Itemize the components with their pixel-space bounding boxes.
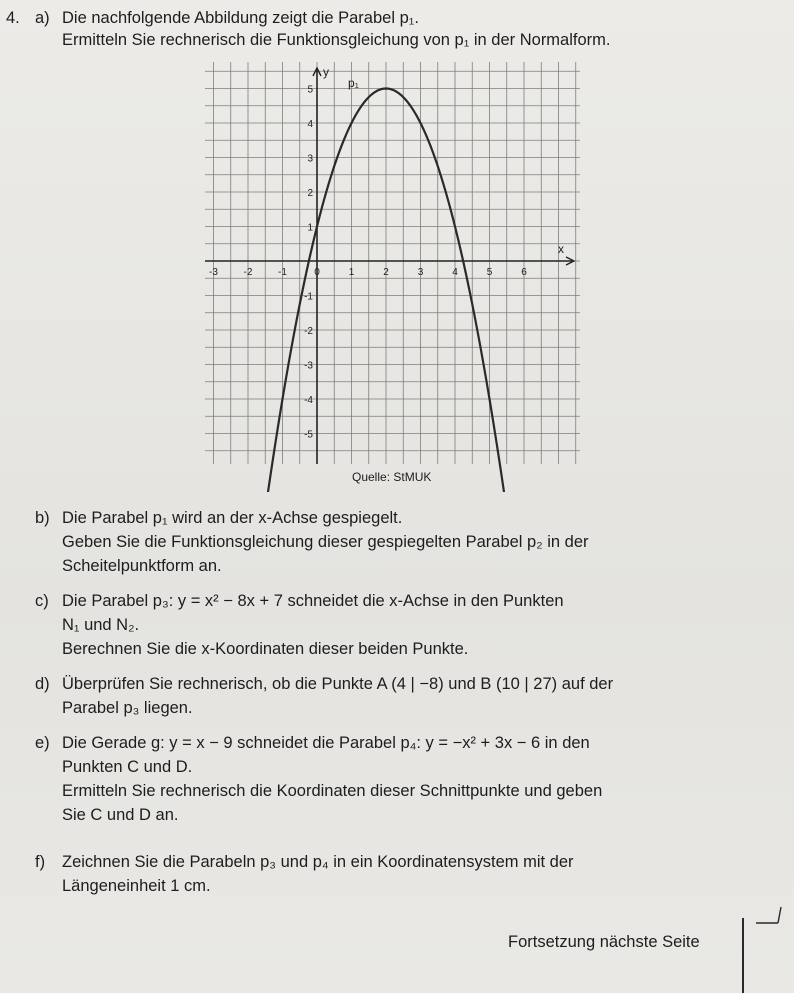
task-f-label: f) <box>35 853 46 871</box>
task-b-text-1: Die Parabel p₁ wird an der x-Achse gespiegelt. <box>62 509 403 527</box>
axes <box>205 68 574 464</box>
page-edge-line <box>742 918 744 993</box>
task-f-text-2: Längeneinheit 1 cm. <box>62 877 211 895</box>
task-b-text-3: Scheitelpunktform an. <box>62 557 222 575</box>
x-tick-label: -1 <box>278 267 287 278</box>
continuation-note: Fortsetzung nächste Seite <box>508 933 700 951</box>
task-c-text-1: Die Parabel p₃: y = x² − 8x + 7 schneidet die x-Achse in den Punkten <box>62 592 564 610</box>
task-d-text-1: Überprüfen Sie rechnerisch, ob die Punkte A (4 | −8) und B (10 | 27) auf der <box>62 675 614 693</box>
task-b-text-2: Geben Sie die Funktionsgleichung dieser gespiegelten Parabel p₂ in der <box>62 533 589 551</box>
parabola-chart <box>200 52 590 492</box>
x-tick-label: 4 <box>452 267 458 278</box>
y-tick-label: -2 <box>304 326 313 337</box>
y-tick-label: 3 <box>307 153 313 165</box>
x-tick-label: 6 <box>521 267 527 278</box>
task-b-label: b) <box>35 509 50 527</box>
curve-label-p1: p₁ <box>348 75 359 90</box>
x-tick-label: 2 <box>383 267 389 278</box>
y-tick-label: -3 <box>304 360 313 372</box>
y-tick-label: 5 <box>307 84 313 96</box>
task-e-text-1: Die Gerade g: y = x − 9 schneidet die Parabel p₄: y = −x² + 3x − 6 in den <box>62 734 590 752</box>
y-tick-label: 1 <box>307 222 313 234</box>
task-c-text-3: Berechnen Sie die x-Koordinaten dieser beiden Punkte. <box>62 640 469 658</box>
y-axis-label: y <box>323 65 329 79</box>
task-a-label: a) <box>35 9 50 27</box>
grid <box>205 62 580 464</box>
task-f-text-1: Zeichnen Sie die Parabeln p₃ und p₄ in ein Koordinatensystem mit der <box>62 853 574 871</box>
y-tick-label: -4 <box>304 395 313 406</box>
x-tick-label: -3 <box>209 267 218 278</box>
chart-source: Quelle: StMUK <box>352 470 432 484</box>
task-e-text-2: Punkten C und D. <box>62 758 193 776</box>
task-c-text-2: N₁ und N₂. <box>62 616 140 634</box>
task-c-label: c) <box>35 592 49 610</box>
x-tick-label: -2 <box>243 267 253 278</box>
x-tick-label: 1 <box>348 267 355 278</box>
task-d-label: d) <box>35 675 50 693</box>
task-number: 4. <box>6 9 20 27</box>
x-axis-label: x <box>558 242 564 256</box>
y-tick-label: -1 <box>304 291 313 303</box>
task-d-text-2: Parabel p₃ liegen. <box>62 699 193 717</box>
y-tick-label: 4 <box>307 119 313 130</box>
task-a-text-1: Die nachfolgende Abbildung zeigt die Parabel p₁. <box>62 9 419 27</box>
page-corner-mark <box>756 904 786 924</box>
y-tick-label: -5 <box>304 429 313 441</box>
x-tick-label: 5 <box>486 267 493 278</box>
task-e-label: e) <box>35 734 50 752</box>
tick-labels <box>209 85 527 441</box>
task-a-text-2: Ermitteln Sie rechnerisch die Funktionsgleichung von p₁ in der Normalform. <box>62 31 611 49</box>
x-tick-label: 0 <box>314 267 320 278</box>
task-e-text-3: Ermitteln Sie rechnerisch die Koordinaten dieser Schnittpunkte und geben <box>62 782 603 800</box>
y-tick-label: 2 <box>307 188 313 199</box>
x-tick-label: 3 <box>417 267 424 278</box>
task-e-text-4: Sie C und D an. <box>62 806 179 824</box>
